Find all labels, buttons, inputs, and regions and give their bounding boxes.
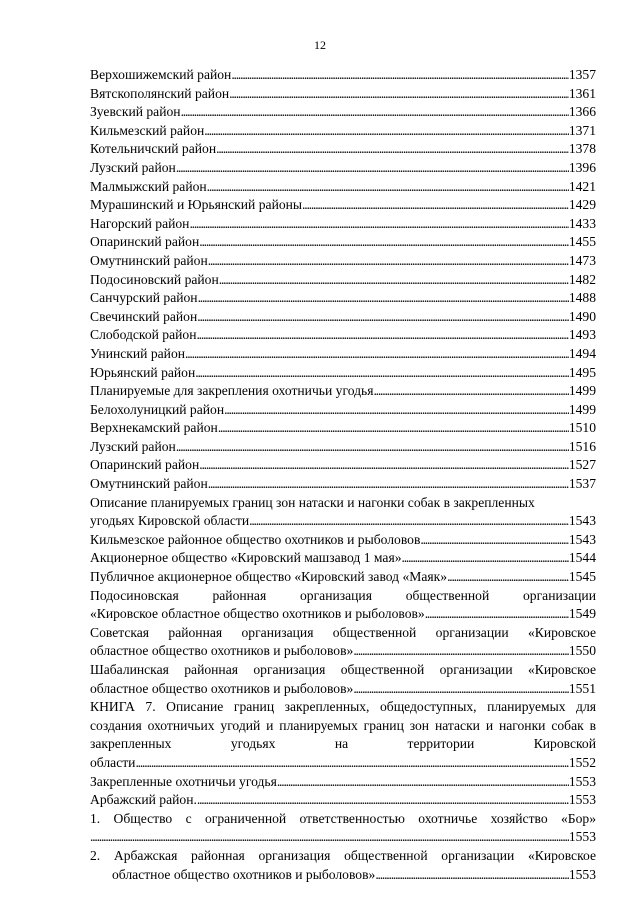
- toc-entry-page: 1429: [568, 197, 596, 213]
- toc-entry: [90, 326, 596, 345]
- toc-entry-label: Арбажский район.: [90, 792, 197, 808]
- toc-entry-label: Акционерное общество «Кировский машзавод 1 мая»: [90, 550, 402, 566]
- toc-entry-label: Кильмезское районное общество охотников и рыболовов: [90, 531, 421, 547]
- toc-entry-label: Лузский район: [90, 438, 176, 454]
- dot-leader: [219, 271, 569, 290]
- toc-entry-page: 1371: [568, 122, 596, 138]
- toc-entry: [90, 345, 596, 364]
- toc-entry: [90, 140, 596, 159]
- toc-entry-label: Котельничский район: [90, 141, 217, 157]
- toc-entry: [90, 364, 596, 383]
- dot-leader: [218, 419, 569, 438]
- toc-entry-item1-text: 1. Общество с ограниченной ответственностью охотничье хозяйство «Бор»: [90, 810, 596, 826]
- toc-entry-podosinovskaya: [90, 605, 596, 624]
- dot-leader: [197, 791, 569, 810]
- toc-entry-item1: [90, 828, 596, 847]
- dot-leader: [135, 754, 568, 773]
- toc-entry-page: 1493: [568, 327, 596, 343]
- dot-leader: [302, 196, 569, 215]
- toc-entry-label: Закрепленные охотничьи угодья: [90, 773, 277, 789]
- toc-entry: [90, 531, 596, 550]
- toc-entry: [90, 122, 596, 141]
- dot-leader: [204, 122, 569, 141]
- table-of-contents: [90, 66, 596, 884]
- dot-leader: [199, 456, 569, 475]
- toc-entry-zones-line1: Описание планируемых границ зон натаски и нагонки собак в закрепленных: [90, 494, 535, 510]
- toc-entry: [90, 85, 596, 104]
- toc-entry: [90, 475, 596, 494]
- dot-leader: [185, 345, 569, 364]
- toc-entry-podosinovskaya-line1: Подосиновская районная организация общественной организации: [90, 587, 596, 603]
- toc-entry-page: 1495: [568, 364, 596, 380]
- toc-entry-sovetskaya-line1: Советская районная организация общественной организации «Кировское: [90, 624, 596, 640]
- toc-entry-arbazh: [90, 791, 596, 810]
- toc-entry-item2: [90, 866, 596, 885]
- toc-entry-label: Юрьянский район: [90, 364, 196, 380]
- toc-entry: [90, 382, 596, 401]
- toc-entry-sovetskaya: [90, 642, 596, 661]
- dot-leader: [181, 103, 569, 122]
- toc-entry-label: угодьях Кировской области: [90, 513, 250, 529]
- dot-leader: [208, 252, 569, 271]
- toc-entry-page: 1357: [568, 67, 596, 82]
- dot-leader: [353, 680, 569, 699]
- toc-entry-label: Верхнекамский район: [90, 420, 218, 436]
- dot-leader: [353, 642, 569, 661]
- toc-entry-label: Опаринский район: [90, 457, 200, 473]
- toc-entry-label: Унинский район: [90, 345, 186, 361]
- toc-entry: [90, 252, 596, 271]
- toc-org-entries: [90, 531, 596, 587]
- toc-entry: [90, 215, 596, 234]
- toc-entry: [90, 159, 596, 178]
- dot-leader: [373, 382, 568, 401]
- toc-entry-label: Омутнинский район: [90, 476, 208, 492]
- toc-entry-book7: [90, 754, 596, 773]
- dot-leader: [277, 773, 569, 792]
- toc-entry-shabalinskaya-line1: Шабалинская районная организация общественной организации «Кировское: [90, 662, 596, 677]
- dot-leader: [208, 475, 569, 494]
- page-number: 12: [314, 38, 326, 52]
- toc-entry-label: Слободской район: [90, 327, 197, 343]
- toc-entry-page: 1366: [568, 104, 596, 120]
- toc-entry-label: Зуевский район: [90, 104, 181, 120]
- toc-entry-label: Планируемые для закрепления охотничьи угодья: [90, 383, 374, 399]
- toc-entry-label: Подосиновский район: [90, 271, 219, 287]
- toc-entry-label: области: [90, 754, 136, 770]
- toc-entry-label: Лузский район: [90, 159, 176, 175]
- toc-entry: [90, 568, 596, 587]
- toc-entry-label: Малмыжский район: [90, 178, 207, 194]
- dot-leader: [229, 85, 569, 104]
- dot-leader: [249, 512, 569, 531]
- toc-entry: [90, 308, 596, 327]
- toc-entry-label: Санчурский район: [90, 290, 198, 306]
- toc-entry-page: 1543: [568, 513, 596, 529]
- toc-entries: [90, 66, 596, 494]
- toc-entry: [90, 178, 596, 197]
- toc-entry-page: 1543: [568, 531, 596, 547]
- toc-entry-page: 1550: [568, 643, 596, 659]
- toc-entry-label: областное общество охотников и рыболовов»: [90, 643, 354, 659]
- dot-leader: [216, 140, 569, 159]
- toc-entry-shabalinskaya: [90, 680, 596, 699]
- toc-entry-page: 1553: [568, 773, 596, 789]
- toc-entry-page: 1421: [568, 178, 596, 194]
- toc-entry-page: 1527: [568, 457, 596, 473]
- toc-entry-page: 1499: [568, 383, 596, 399]
- toc-entry-fixed: [90, 773, 596, 792]
- dot-leader: [197, 308, 569, 327]
- dot-leader: [420, 531, 568, 550]
- toc-entry: [90, 401, 596, 420]
- toc-entry-page: 1516: [568, 438, 596, 454]
- toc-entry-page: 1488: [568, 290, 596, 306]
- dot-leader: [189, 215, 568, 234]
- dot-leader: [90, 828, 569, 847]
- dot-leader: [425, 605, 569, 624]
- toc-entry-page: 1473: [568, 252, 596, 268]
- toc-entry: [90, 233, 596, 252]
- toc-entry-label: Вятскополянский район: [90, 85, 230, 101]
- toc-entry-page: 1553: [568, 829, 596, 845]
- toc-entry-page: 1378: [568, 141, 596, 157]
- toc-entry-page: 1544: [568, 550, 596, 566]
- toc-entry-label: «Кировское областное общество охотников и рыболовов»: [90, 606, 425, 622]
- dot-leader: [199, 233, 569, 252]
- toc-entry-label: Омутнинский район: [90, 252, 208, 268]
- toc-entry-page: 1549: [568, 606, 596, 622]
- toc-entry: [90, 103, 596, 122]
- toc-entry-page: 1551: [568, 680, 596, 696]
- toc-entry-page: 1490: [568, 308, 596, 324]
- toc-entry-label: Кильмезский район: [90, 122, 205, 138]
- toc-entry-page: 1455: [568, 234, 596, 250]
- toc-entry: [90, 419, 596, 438]
- toc-entry: [90, 289, 596, 308]
- dot-leader: [402, 549, 569, 568]
- toc-entry-page: 1552: [568, 754, 596, 770]
- toc-entry-label: областное общество охотников и рыболовов»: [112, 866, 376, 882]
- toc-entry-page: 1545: [568, 569, 596, 585]
- toc-entry-zones: [90, 512, 596, 531]
- toc-entry-label: областное общество охотников и рыболовов»: [90, 680, 354, 696]
- toc-entry-label: Верхошижемский район: [90, 67, 232, 82]
- toc-entry: [90, 549, 596, 568]
- toc-entry-page: 1494: [568, 345, 596, 361]
- dot-leader: [207, 178, 569, 197]
- toc-entry-label: Белохолуницкий район: [90, 401, 225, 417]
- toc-entry-item2-line1: 2. Арбажская районная организация общественной организации «Кировское: [90, 847, 596, 863]
- dot-leader: [196, 326, 568, 345]
- toc-entry-page: 1396: [568, 159, 596, 175]
- toc-entry-label: Свечинский район: [90, 308, 198, 324]
- toc-entry: [90, 66, 596, 85]
- toc-entry-page: 1537: [568, 476, 596, 492]
- dot-leader: [224, 401, 569, 420]
- toc-entry-page: 1553: [568, 792, 596, 808]
- dot-leader: [176, 438, 569, 457]
- dot-leader: [176, 159, 569, 178]
- dot-leader: [198, 289, 569, 308]
- toc-entry: [90, 456, 596, 475]
- toc-entry: [90, 271, 596, 290]
- toc-entry-label: Мурашинский и Юрьянский районы: [90, 197, 303, 213]
- toc-entry-page: 1482: [568, 271, 596, 287]
- toc-entry-label: Публичное акционерное общество «Кировский завод «Маяк»: [90, 569, 448, 585]
- toc-entry: [90, 438, 596, 457]
- toc-entry: [90, 196, 596, 215]
- toc-entry-page: 1510: [568, 420, 596, 436]
- dot-leader: [231, 66, 568, 85]
- dot-leader: [447, 568, 569, 587]
- dot-leader: [375, 866, 569, 885]
- toc-entry-label: Опаринский район: [90, 234, 200, 250]
- toc-entry-page: 1553: [568, 866, 596, 882]
- toc-entry-page: 1499: [568, 401, 596, 417]
- toc-entry-page: 1361: [568, 85, 596, 101]
- dot-leader: [195, 364, 569, 383]
- toc-entry-book7-text: КНИГА 7. Описание границ закрепленных, общедоступных, планируемых для создания охотничьих угодий и планируемых границ зон натаски и нагонки собак в закрепленных угодьях на территории Кировской: [90, 699, 596, 752]
- toc-entry-page: 1433: [568, 215, 596, 231]
- toc-entry-label: Нагорский район: [90, 215, 190, 231]
